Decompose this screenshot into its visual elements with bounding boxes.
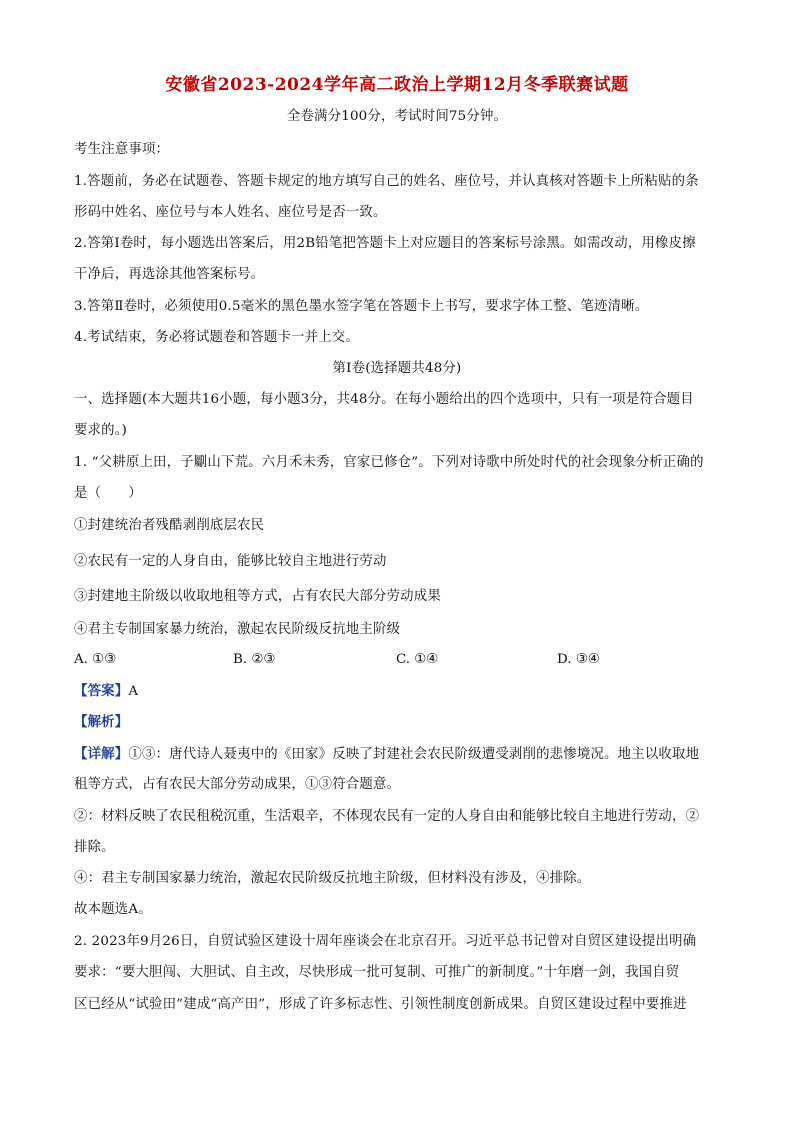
notice-line: 2.答第Ⅰ卷时，每小题选出答案后，用2B铅笔把答题卡上对应题目的答案标号涂黑。如需改动，用橡皮擦	[74, 236, 696, 251]
answer-value: A	[128, 684, 139, 699]
detail-text: ①③：唐代诗人聂夷中的《田家》反映了封建社会农民阶级遭受剥削的悲惨境况。地主以收取地	[128, 747, 700, 762]
answer-line	[74, 682, 724, 701]
detail-line	[74, 745, 724, 764]
detail-label: 【详解】	[74, 746, 129, 762]
detail-line: 排除。	[74, 840, 115, 855]
notice-line: 干净后，再选涂其他答案标号。	[74, 267, 265, 282]
question-1-stem: 是（ ）	[74, 486, 142, 501]
notice-line: 3.答第Ⅱ卷时，必须使用0.5毫米的黑色墨水签字笔在答题卡上书写，要求字体工整、笔迹清晰。	[74, 299, 649, 314]
answer-label: 【答案】	[74, 683, 129, 699]
question-1-stem: 1. “父耕原上田，子劚山下荒。六月禾未秀，官家已修仓”。下列对诗歌中所处时代的社会现象分析正确的	[74, 455, 704, 470]
statement-3: ③封建地主阶级以收取地租等方式，占有农民大部分劳动成果	[74, 589, 441, 604]
analysis-label: 【解析】	[74, 714, 129, 730]
question-2-stem: 区已经从“试验田”建成“高产田”，形成了许多标志性、引领性制度创新成果。自贸区建设过程中要推进	[74, 997, 687, 1012]
notice-line: 4.考试结束，务必将试题卷和答题卡一并上交。	[74, 330, 359, 345]
section-intro-line: 要求的。)	[74, 423, 128, 438]
option-d: D. ③④	[557, 652, 600, 667]
document-title: 安徽省2023-2024学年高二政治上学期12月冬季联赛试题	[165, 75, 629, 95]
option-b: B. ②③	[233, 652, 276, 667]
exam-info: 全卷满分100分，考试时间75分钟。	[286, 109, 508, 124]
question-2-stem: 2. 2023年9月26日，自贸试验区建设十周年座谈会在北京召开。习近平总书记曾对自贸区建设提出明确	[74, 934, 697, 949]
statement-2: ②农民有一定的人身自由，能够比较自主地进行劳动	[74, 554, 387, 569]
option-c: C. ①④	[396, 652, 439, 667]
statement-1: ①封建统治者残酷剥削底层农民	[74, 518, 265, 533]
detail-line: 故本题选A。	[74, 902, 152, 917]
detail-line: ②：材料反映了农民租税沉重，生活艰辛，不体现农民有一定的人身自由和能够比较自主地进行劳动，②	[74, 809, 700, 824]
notice-heading: 考生注意事项：	[74, 142, 170, 157]
section-intro-line: 一、选择题(本大题共16小题，每小题3分，共48分。在每小题给出的四个选项中，只有一项是符合题目	[74, 392, 694, 407]
statement-4: ④君主专制国家暴力统治，激起农民阶级反抗地主阶级	[74, 622, 401, 637]
notice-line: 形码中姓名、座位号与本人姓名、座位号是否一致。	[74, 205, 387, 220]
part-heading: 第Ⅰ卷(选择题共48分)	[332, 361, 462, 376]
detail-line: ④：君主专制国家暴力统治，激起农民阶级反抗地主阶级，但材料没有涉及，④排除。	[74, 871, 591, 886]
notice-line: 1.答题前，务必在试题卷、答题卡规定的地方填写自己的姓名、座位号，并认真核对答题卡上所粘贴的条	[74, 174, 699, 189]
question-2-stem: 要求：“要大胆闯、大胆试、自主改，尽快形成一批可复制、可推广的新制度。”十年磨一剑，我国自贸	[74, 965, 680, 980]
detail-line: 租等方式，占有农民大部分劳动成果，①③符合题意。	[74, 777, 401, 792]
option-a: A. ①③	[74, 652, 117, 667]
analysis-line	[74, 713, 724, 732]
